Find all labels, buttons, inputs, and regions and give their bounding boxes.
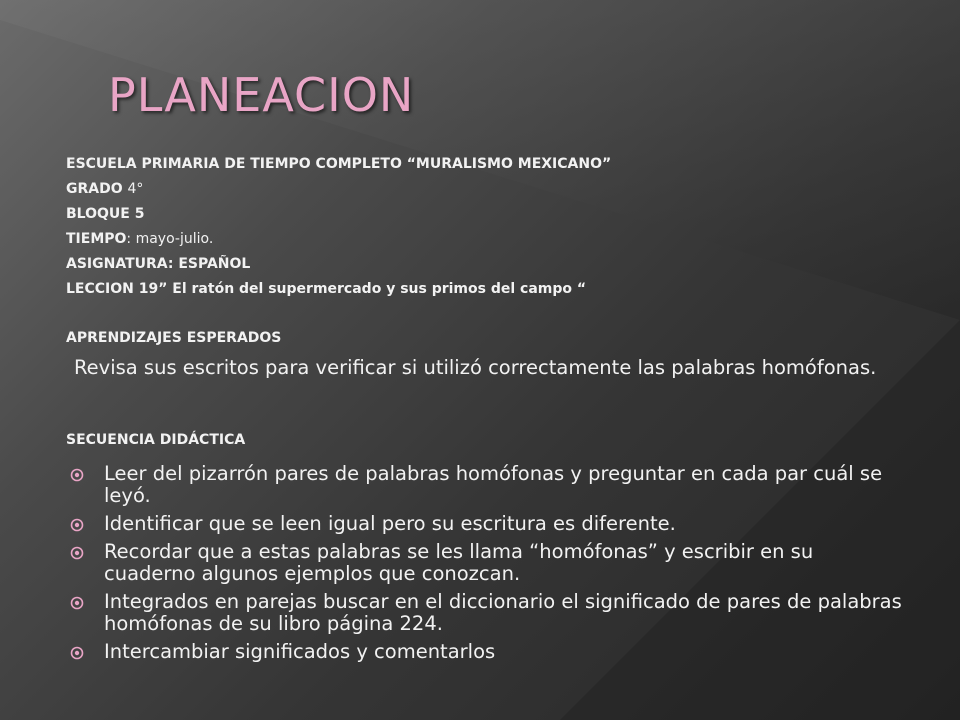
circle-target-icon xyxy=(70,468,84,482)
meta-block xyxy=(66,152,926,302)
meta-bloque xyxy=(66,202,926,227)
list-item-text: Leer del pizarrón pares de palabras homófonas y preguntar en cada par cuál se leyó. xyxy=(104,462,883,507)
objective-text: Revisa sus escritos para verificar si utilizó correctamente las palabras homófonas. xyxy=(74,356,877,379)
list-item-text: Identificar que se leen igual pero su escritura es diferente. xyxy=(104,512,676,535)
list-item xyxy=(66,541,906,585)
slide-title: PLANEACION xyxy=(108,68,415,122)
meta-asignatura xyxy=(66,252,926,277)
secuencia-list xyxy=(66,463,906,669)
meta-grado-value: 4° xyxy=(127,181,144,197)
meta-bloque-label: BLOQUE 5 xyxy=(66,206,145,222)
list-item-text: Recordar que a estas palabras se les llama “homófonas” y escribir en su cuaderno algunos ejemplos que conozcan. xyxy=(104,540,814,585)
list-item xyxy=(66,463,906,507)
circle-target-icon xyxy=(70,518,84,532)
list-item-text: Intercambiar significados y comentarlos xyxy=(104,640,496,663)
secuencia-heading: SECUENCIA DIDÁCTICA xyxy=(66,432,246,448)
list-item xyxy=(66,591,906,635)
meta-asignatura-label: ASIGNATURA: ESPAÑOL xyxy=(66,256,251,272)
list-item xyxy=(66,641,906,663)
meta-escuela xyxy=(66,152,926,177)
meta-grado xyxy=(66,177,926,202)
circle-target-icon xyxy=(70,596,84,610)
meta-escuela-label: ESCUELA PRIMARIA DE TIEMPO COMPLETO “MURALISMO MEXICANO” xyxy=(66,156,612,172)
aprendizajes-heading: APRENDIZAJES ESPERADOS xyxy=(66,330,282,346)
meta-tiempo xyxy=(66,227,926,252)
list-item xyxy=(66,513,906,535)
circle-target-icon xyxy=(70,646,84,660)
meta-leccion-label: LECCION 19” El ratón del supermercado y sus primos del campo “ xyxy=(66,281,587,297)
meta-grado-label: GRADO xyxy=(66,181,128,197)
meta-tiempo-label: TIEMPO xyxy=(66,231,127,247)
meta-tiempo-value: : mayo-julio. xyxy=(126,231,214,247)
circle-target-icon xyxy=(70,546,84,560)
meta-leccion xyxy=(66,277,926,302)
list-item-text: Integrados en parejas buscar en el diccionario el significado de pares de palabras homófonas de su libro página 224. xyxy=(104,590,902,635)
